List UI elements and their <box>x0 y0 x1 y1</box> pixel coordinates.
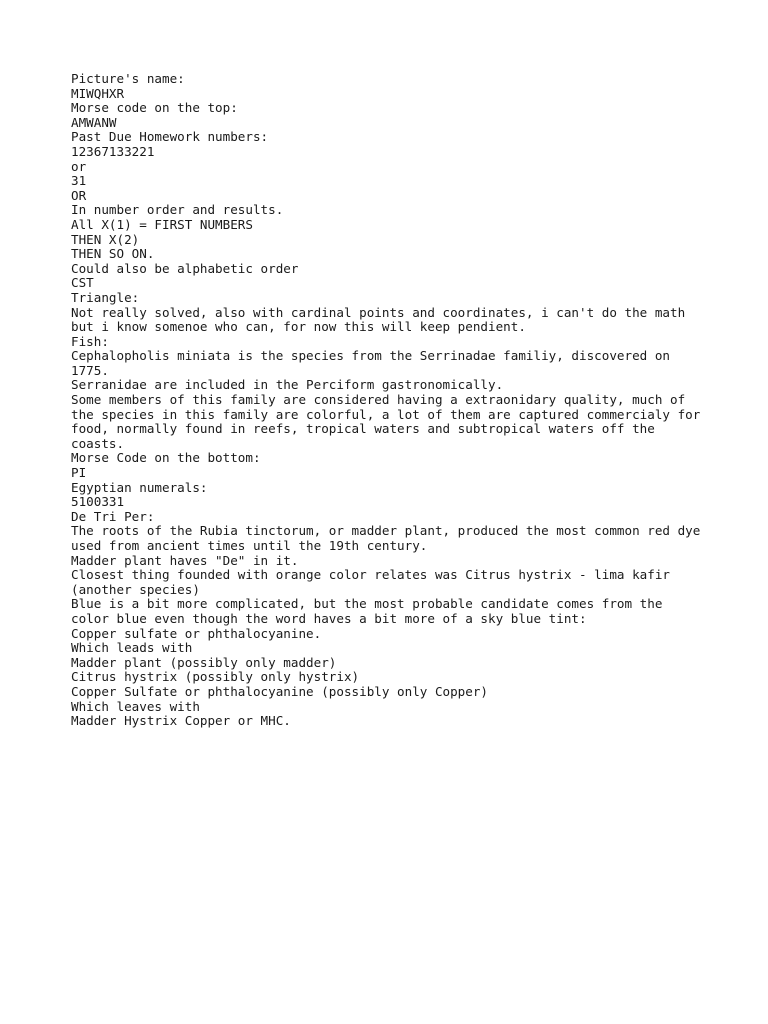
text-line: De Tri Per: <box>71 508 155 524</box>
text-line: but i know somenoe who can, for now this will keep pendient. <box>71 319 526 335</box>
text-line: 31 <box>71 173 87 189</box>
text-line: Triangle: <box>71 289 140 305</box>
text-line: the species in this family are colorful, a lot of them are captured commercialy for <box>71 406 701 422</box>
text-line: 5100331 <box>71 494 125 510</box>
text-line: CST <box>71 275 94 291</box>
text-line: Citrus hystrix (possibly only hystrix) <box>71 669 360 685</box>
text-line: All X(1) = FIRST NUMBERS <box>71 216 253 232</box>
text-line: OR <box>71 187 87 203</box>
text-line: Cephalopholis miniata is the species from the Serrinadae familiy, discovered on <box>71 348 670 364</box>
text-line: 12367133221 <box>71 143 155 159</box>
document-page <box>71 72 731 729</box>
text-line: In number order and results. <box>71 202 284 218</box>
text-line: Madder plant (possibly only madder) <box>71 654 337 670</box>
text-line: Past Due Homework numbers: <box>71 129 269 145</box>
text-line: food, normally found in reefs, tropical waters and subtropical waters off the <box>71 421 655 437</box>
text-line: THEN SO ON. <box>71 246 155 262</box>
text-line: Egyptian numerals: <box>71 479 208 495</box>
text-line: Copper Sulfate or phthalocyanine (possibly only Copper) <box>71 683 489 699</box>
text-line: (another species) <box>71 581 200 597</box>
text-line: Madder Hystrix Copper or MHC. <box>71 713 291 729</box>
text-line: Closest thing founded with orange color relates was Citrus hystrix - lima kafir <box>71 567 670 583</box>
text-line: Copper sulfate or phthalocyanine. <box>71 625 322 641</box>
text-line: used from ancient times until the 19th century. <box>71 538 428 553</box>
text-line: Which leaves with <box>71 698 200 714</box>
text-line: The roots of the Rubia tinctorum, or madder plant, produced the most common red dye <box>71 523 701 539</box>
text-line: AMWANW <box>71 114 117 130</box>
text-line: Morse Code on the bottom: <box>71 450 261 466</box>
text-line: Serranidae are included in the Perciform gastronomically. <box>71 377 504 393</box>
text-line: PI <box>71 465 87 481</box>
text-line: THEN X(2) <box>71 231 140 247</box>
text-line: Fish: <box>71 333 109 349</box>
text-line: MIWQHXR <box>71 85 125 101</box>
text-line: Some members of this family are considered having a extraonidary quality, much of <box>71 392 686 408</box>
text-line: 1775. <box>71 362 109 378</box>
text-line: color blue even though the word haves a bit more of a sky blue tint: <box>71 610 587 626</box>
text-line: Not really solved, also with cardinal points and coordinates, i can't do the math <box>71 304 686 320</box>
text-line: Could also be alphabetic order <box>71 260 299 276</box>
text-line: Madder plant haves "De" in it. <box>71 552 299 568</box>
text-line: Morse code on the top: <box>71 100 238 116</box>
text-line: Picture's name: <box>71 71 185 86</box>
text-line: Which leads with <box>71 640 193 656</box>
text-line: Blue is a bit more complicated, but the most probable candidate comes from the <box>71 596 663 612</box>
text-line: coasts. <box>71 435 125 451</box>
text-line: or <box>71 158 87 174</box>
